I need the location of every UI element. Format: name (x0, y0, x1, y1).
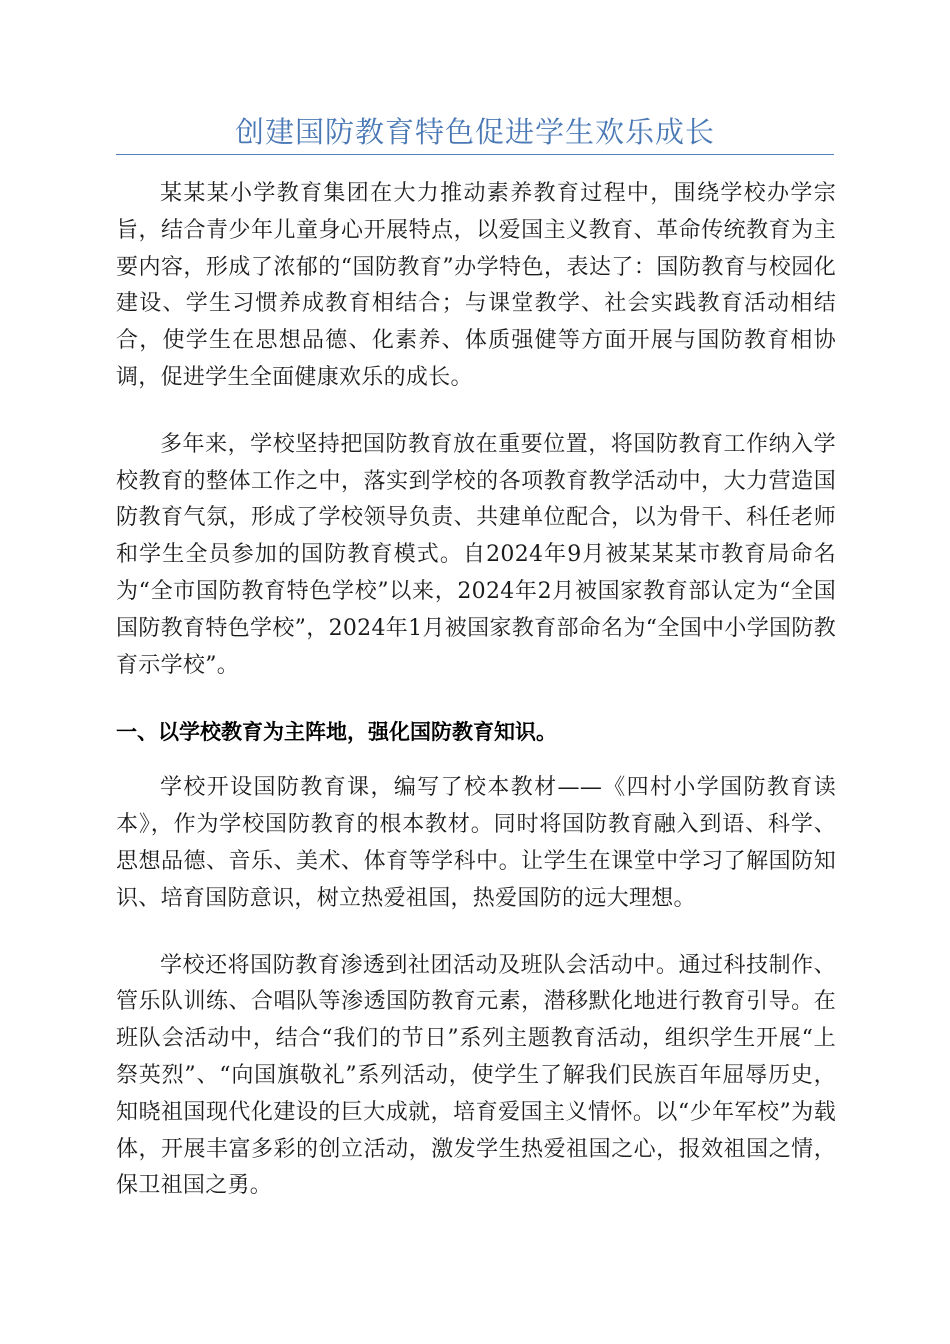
title-underline (116, 154, 834, 155)
paragraph-history: 多年来，学校坚持把国防教育放在重要位置，将国防教育工作纳入学校教育的整体工作之中，落实到学校的各项教育教学活动中，大力营造国防教育气氛，形成了学校领导负责、共建单位配合，以为骨干、科任老师和学生全员参加的国防教育模式。自2024年9月被某某某市教育局命名为“全市国防教育特色学校”以来，2024年2月被国家教育部认定为“全国国防教育特色学校”，2024年1月被国家教育部命名为“全国中小学国防教育示学校”。 (116, 431, 836, 678)
document-title: 创建国防教育特色促进学生欢乐成长 (234, 115, 715, 149)
paragraph-curriculum: 学校开设国防教育课，编写了校本教材——《四村小学国防教育读本》，作为学校国防教育的根本教材。同时将国防教育融入到语、科学、思想品德、音乐、美术、体育等学科中。让学生在课堂中学习了解国防知识、培育国防意识，树立热爱祖国，热爱国防的远大理想。 (116, 775, 836, 911)
paragraph-intro: 某某某小学教育集团在大力推动素养教育过程中，围绕学校办学宗旨，结合青少年儿童身心开展特点，以爱国主义教育、革命传统教育为主要内容，形成了浓郁的“国防教育”办学特色，表达了：国防教育与校园化建设、学生习惯养成教育相结合；与课堂教学、社会实践教育活动相结合，使学生在思想品德、化素养、体质强健等方面开展与国防教育相协调，促进学生全面健康欢乐的成长。 (116, 181, 836, 390)
section-heading: 一、以学校教育为主阵地，强化国防教育知识。 (116, 720, 557, 745)
document-body (116, 176, 836, 1205)
paragraph-activities: 学校还将国防教育渗透到社团活动及班队会活动中。通过科技制作、管乐队训练、合唱队等渗透国防教育元素，潜移默化地进行教育引导。在班队会活动中，结合“我们的节日”系列主题教育活动，组织学生开展“上祭英烈”、“向国旗敬礼”系列活动，使学生了解我们民族百年屈辱历史，知晓祖国现代化建设的巨大成就，培育爱国主义情怀。以“少年军校”为载体，开展丰富多彩的创立活动，激发学生热爱祖国之心，报效祖国之情，保卫祖国之勇。 (116, 952, 836, 1199)
